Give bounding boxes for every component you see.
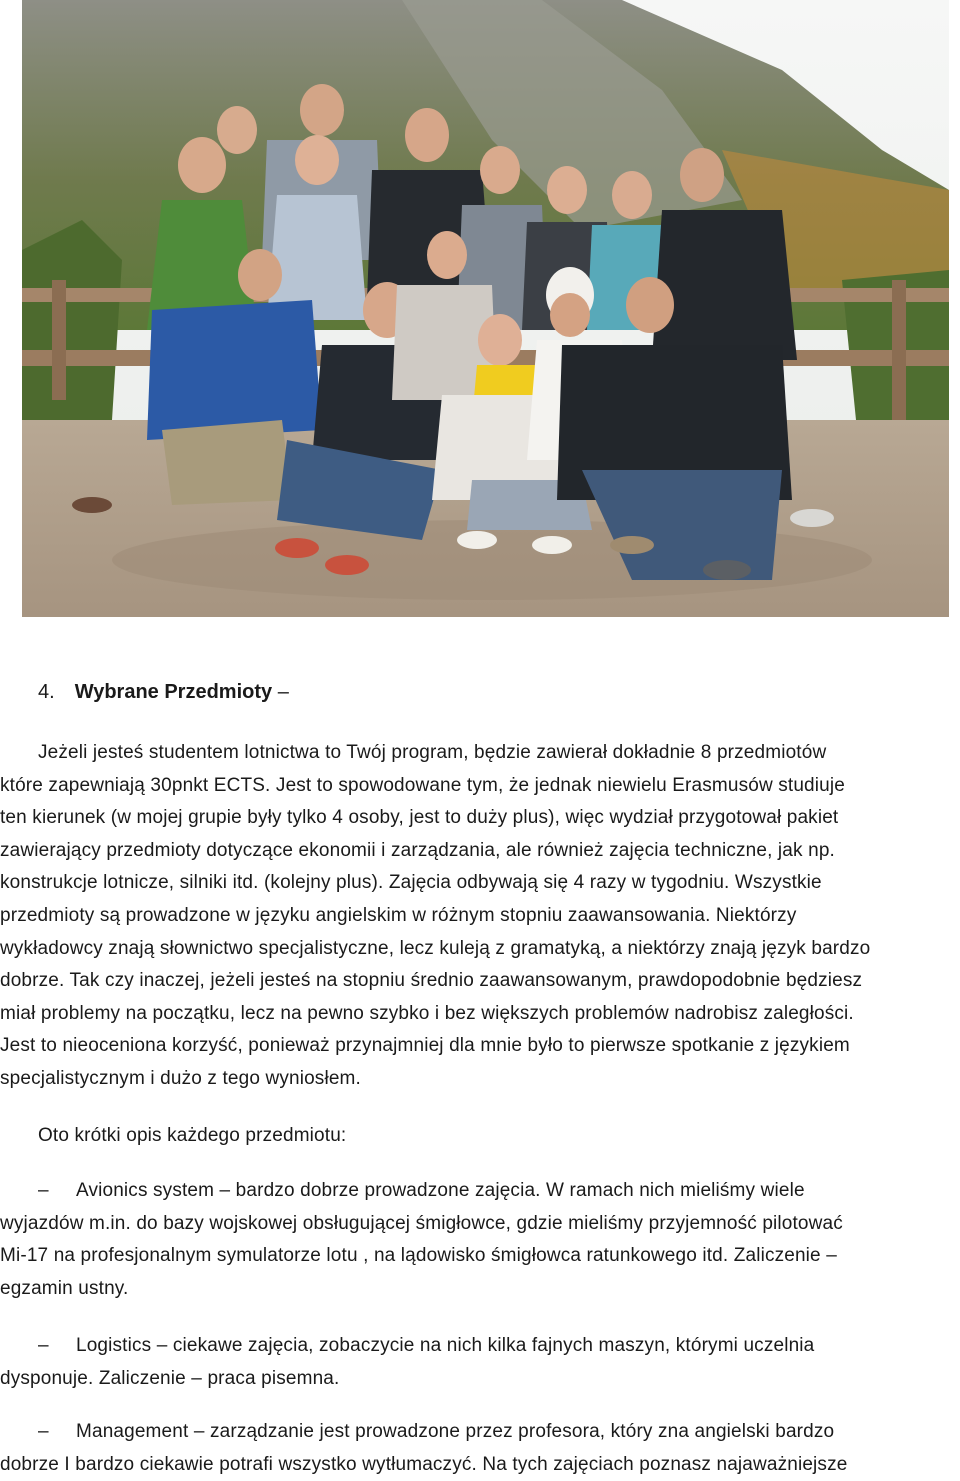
list-item [0, 1416, 960, 1481]
list-item-line: Logistics – ciekawe zajęcia, zobaczycie na nich kilka fajnych maszyn, którymi uczelnia [76, 1335, 815, 1356]
section-title: Wybrane Przedmioty [74, 681, 273, 703]
list-item [0, 1175, 960, 1305]
subjects-intro-text: Oto krótki opis każdego przedmiotu: [38, 1125, 347, 1146]
list-item-line: Mi-17 na profesjonalnym symulatorze lotu , na lądowisko śmigłowca ratunkowego itd. Zaliczenie – [0, 1245, 837, 1267]
section-heading [38, 678, 289, 706]
dash-bullet: – [38, 1335, 49, 1356]
list-item [0, 1330, 960, 1395]
paragraph-line: ten kierunek (w mojej grupie były tylko 4 osoby, jest to duży plus), więc wydział przygotował pakiet [0, 807, 839, 829]
intro-paragraph [0, 737, 960, 1096]
list-item-line: dobrze I bardzo ciekawie potrafi wszystko wytłumaczyć. Na tych zajęciach poznasz najaważniejsze [0, 1453, 848, 1475]
group-photo [22, 0, 949, 617]
list-item-line: Avionics system – bardzo dobrze prowadzone zajęcia. W ramach nich mieliśmy wiele [76, 1180, 805, 1201]
paragraph-line: Jeżeli jesteś studentem lotnictwa to Twój program, będzie zawierał dokładnie 8 przedmiotów [38, 742, 827, 763]
paragraph-line: specjalistycznym i dużo z tego wyniosłem. [0, 1067, 361, 1089]
dash-bullet: – [38, 1180, 49, 1201]
dash-bullet: – [38, 1421, 49, 1442]
paragraph-line: zawierający przedmioty dotyczące ekonomii i zarządzania, ale również zajęcia techniczne, jak np. [0, 839, 835, 861]
list-item-line: egzamin ustny. [0, 1277, 129, 1299]
section-title-dash: – [277, 681, 289, 703]
subjects-intro [0, 1120, 960, 1153]
paragraph-line: Jest to nieoceniona korzyść, ponieważ przynajmniej dla mnie było to pierwsze spotkanie z językiem [0, 1035, 850, 1057]
list-item-line: dysponuje. Zaliczenie – praca pisemna. [0, 1367, 340, 1389]
paragraph-line: przedmioty są prowadzone w języku angielskim w różnym stopniu zaawansowania. Niektórzy [0, 904, 797, 926]
paragraph-line: które zapewniają 30pnkt ECTS. Jest to spowodowane tym, że jednak niewielu Erasmusów studiuje [0, 774, 845, 796]
list-item-line: wyjazdów m.in. do bazy wojskowej obsługującej śmigłowce, gdzie mieliśmy przyjemność pilotować [0, 1212, 843, 1234]
list-item-line: Management – zarządzanie jest prowadzone przez profesora, który zna angielski bardzo [76, 1421, 835, 1442]
paragraph-line: wykładowcy znają słownictwo specjalistyczne, lecz kuleją z gramatyką, a niektórzy znają język bardzo [0, 937, 871, 959]
paragraph-line: dobrze. Tak czy inaczej, jeżeli jesteś na stopniu średnio zaawansowanym, prawdopodobnie będziesz [0, 970, 863, 992]
paragraph-line: konstrukcje lotnicze, silniki itd. (kolejny plus). Zajęcia odbywają się 4 razy w tygodniu. Wszystkie [0, 872, 822, 894]
paragraph-line: miał problemy na początku, lecz na pewno szybko i bez większych problemów nadrobisz zaległości. [0, 1002, 854, 1024]
section-number: 4. [38, 681, 55, 703]
